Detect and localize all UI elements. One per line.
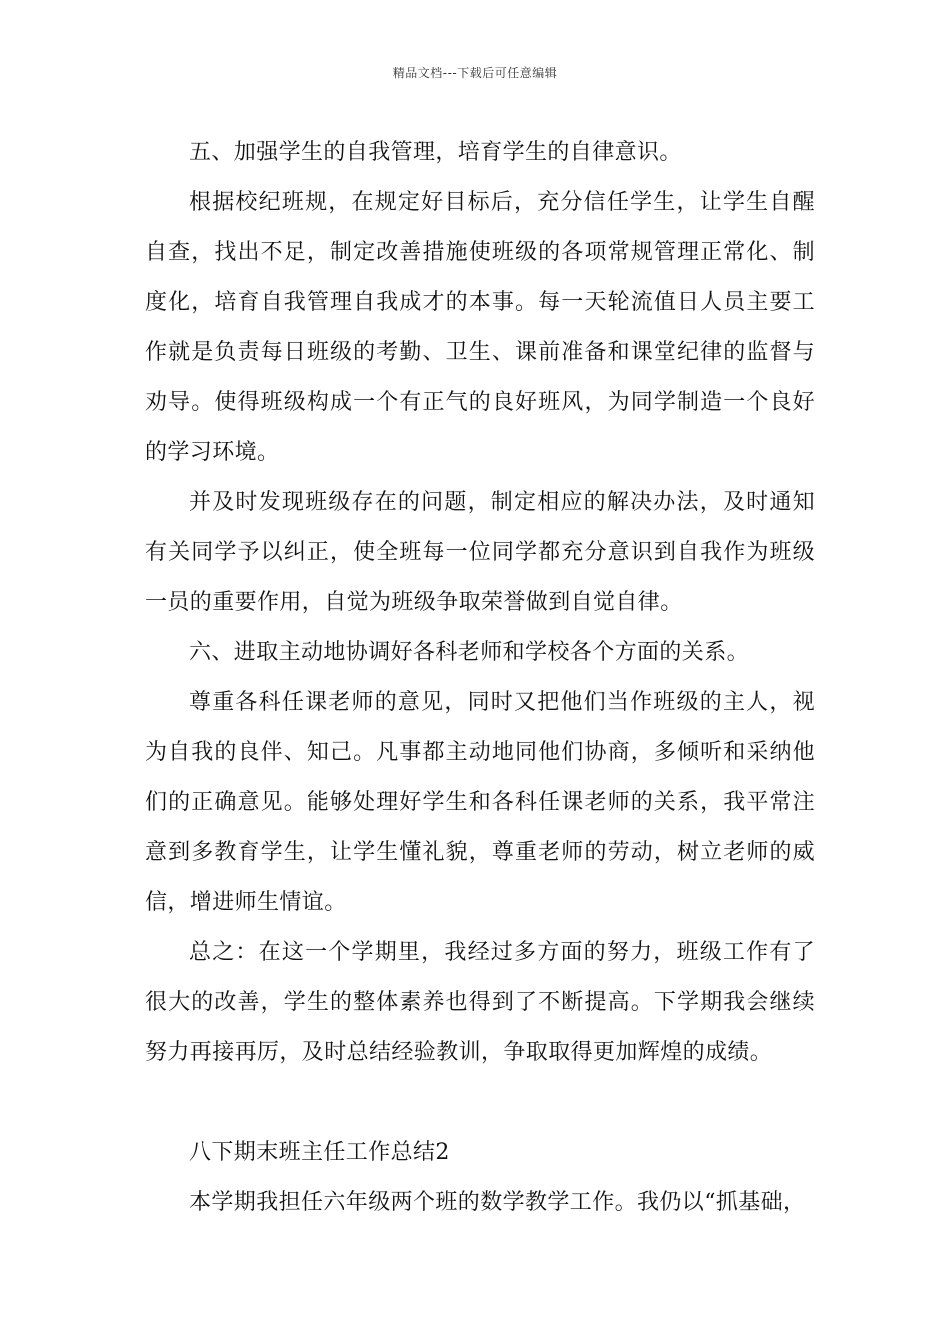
paragraph-self-management: 根据校纪班规，在规定好目标后，充分信任学生，让学生自醒自查，找出不足，制定改善措施使班级的各项常规管理正常化、制度化，培育自我管理自我成才的本事。每一天轮流值日人员主要工作就是负责每日班级的考勤、卫生、课前准备和课堂纪律的监督与劝导。使得班级构成一个有正气的良好班风，为同学制造一个良好的学习环境。 [145, 190, 815, 465]
section-2-title: 八下期末班主任工作总结2 [189, 1140, 450, 1165]
paragraph-section-5-heading: 五、加强学生的自我管理，培育学生的自律意识。 [189, 140, 682, 165]
section-2-first-paragraph: 本学期我担任六年级两个班的数学教学工作。我仍以“抓基础， [189, 1190, 806, 1215]
paragraph-problem-solving: 并及时发现班级存在的问题，制定相应的解决办法，及时通知有关同学予以纠正，使全班每一位同学都充分意识到自我作为班级一员的重要作用，自觉为班级争取荣誉做到自觉自律。 [145, 490, 815, 615]
paragraph-summary: 总之：在这一个学期里，我经过多方面的努力，班级工作有了很大的改善，学生的整体素养也得到了不断提高。下学期我会继续努力再接再厉，及时总结经验教训，争取取得更加辉煌的成绩。 [145, 940, 815, 1065]
paragraph-teacher-relations: 尊重各科任课老师的意见，同时又把他们当作班级的主人，视为自我的良伴、知己。凡事都主动地同他们协商，多倾听和采纳他们的正确意见。能够处理好学生和各科任课老师的关系，我平常注意到多教育学生，让学生懂礼貌，尊重老师的劳动，树立老师的威信，增进师生情谊。 [145, 690, 815, 915]
page-header: 精品文档---下载后可任意编辑 [392, 66, 558, 80]
section-spacer [145, 1078, 815, 1128]
document-body [145, 128, 815, 1228]
paragraph-section-6-heading: 六、进取主动地协调好各科老师和学校各个方面的关系。 [189, 640, 750, 665]
